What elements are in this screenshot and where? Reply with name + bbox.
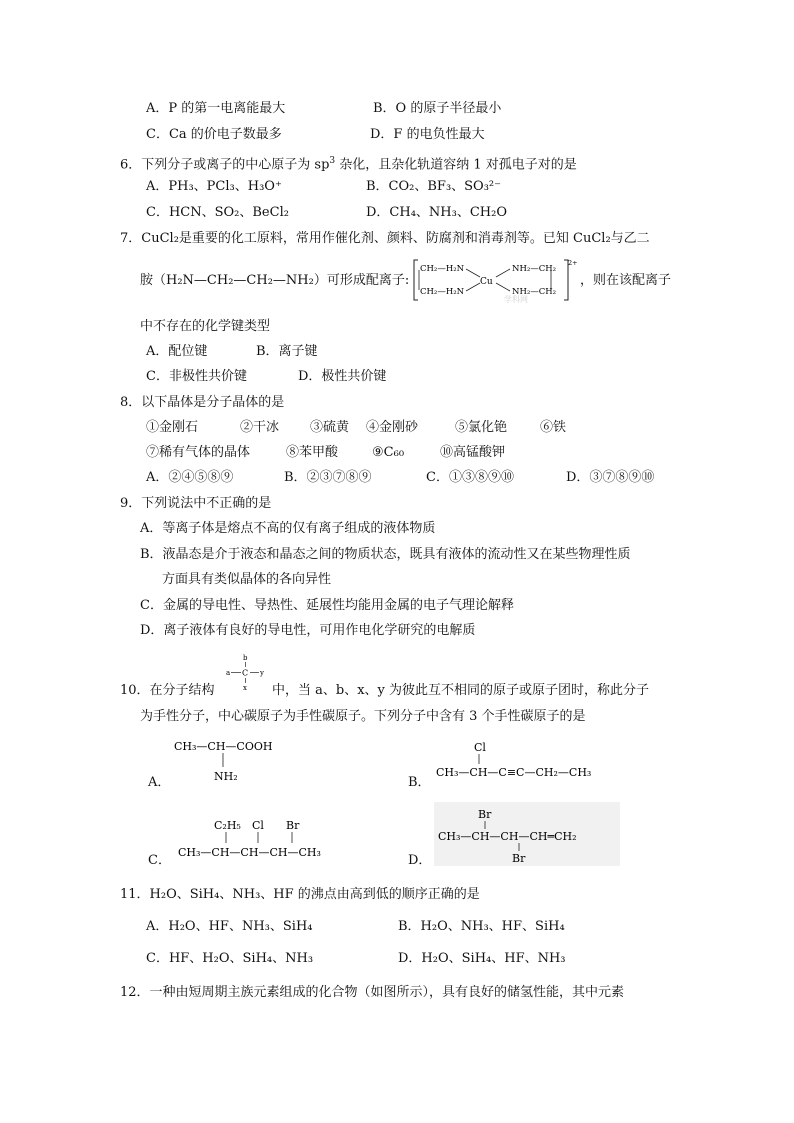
- q10-option-a-structure: [170, 736, 330, 786]
- q10-option-c-label: C．: [148, 853, 171, 868]
- q9-option-b-line1: B．液晶态是介于液态和晶态之间的物质状态，既具有液体的流动性又在某些物理性质: [140, 547, 631, 562]
- q10-option-d-structure: [434, 802, 620, 866]
- figA-main: CH₃—CH—COOH: [174, 740, 273, 753]
- q5-option-d: D．F 的电负性最大: [370, 127, 485, 142]
- q8-option-c: C．①③⑧⑨⑩: [426, 470, 514, 485]
- q8-option-a: A．②④⑤⑧⑨: [146, 470, 234, 485]
- q10-option-b-svg: [432, 738, 622, 784]
- q9-option-a: A．等离子体是熔点不高的仅有离子组成的液体物质: [140, 521, 436, 536]
- q9-stem: 9．下列说法中不正确的是: [120, 496, 272, 511]
- q8-item-4: ④金刚砂: [366, 420, 419, 435]
- q11-option-a: A．H₂O、HF、NH₃、SiH₄: [146, 919, 313, 934]
- struct-b: b: [243, 654, 248, 662]
- q10-chiral-structure: [222, 650, 272, 696]
- q10-option-a-label: A．: [148, 775, 171, 790]
- q8-item-1: ①金刚石: [146, 420, 199, 435]
- q10-stem-line2: 为手性分子，中心碳原子为手性碳原子。下列分子中含有 3 个手性碳原子的是: [140, 709, 586, 724]
- struct-y: y: [260, 669, 264, 677]
- struct-x: x: [243, 684, 247, 692]
- q7-fig-top-left: CH₂—H₂N: [420, 264, 465, 274]
- q12-stem: 12．一种由短周期主族元素组成的化合物（如图所示），具有良好的储氢性能，其中元素: [120, 985, 625, 1000]
- q7-fig-watermark: 学科网: [504, 295, 528, 304]
- coord-bond-tl: [466, 269, 480, 277]
- figD-main: CH₃—CH—CH—CH═CH₂: [438, 830, 577, 843]
- coord-bond-bl: [466, 283, 480, 291]
- q11-option-c: C．HF、H₂O、SiH₄、NH₃: [146, 951, 314, 966]
- q10-chiral-structure-svg: [222, 650, 272, 696]
- figB-main: CH₃—CH—C≡C—CH₂—CH₃: [436, 766, 592, 779]
- q9-option-d: D．离子液体有良好的导电性，可用作电化学研究的电解质: [140, 623, 476, 638]
- q6-option-b: B．CO₂、BF₃、SO₃²⁻: [366, 179, 502, 194]
- q8-option-d: D．③⑦⑧⑨⑩: [566, 470, 655, 485]
- q10-option-b-label: B．: [408, 775, 431, 790]
- figC-top1: C₂H₅: [214, 819, 241, 832]
- q5-option-b: B．O 的原子半径最小: [373, 101, 502, 116]
- q7-option-d: D．极性共价键: [298, 369, 387, 384]
- q7-fig-charge: 2+: [568, 259, 578, 267]
- q9-option-b-line2: 方面具有类似晶体的各向异性: [162, 572, 332, 587]
- q6-option-d: D．CH₄、NH₃、CH₂O: [366, 205, 507, 220]
- q10-option-d-label: D．: [408, 853, 432, 868]
- q10-option-a-svg: [170, 736, 330, 786]
- figA-sub: NH₂: [214, 770, 238, 783]
- q6-option-c: C．HCN、SO₂、BeCl₂: [146, 205, 289, 220]
- q7-stem-line3: 中不存在的化学键类型: [140, 319, 271, 334]
- q7-option-b: B．离子键: [256, 344, 318, 359]
- q5-option-c: C．Ca 的价电子数最多: [146, 127, 282, 142]
- q6-option-a: A．PH₃、PCl₃、H₃O⁺: [146, 179, 282, 194]
- struct-c: C: [242, 668, 249, 678]
- q7-fig-top-right: NH₂—CH₂: [512, 264, 557, 274]
- figD-top: Br: [478, 808, 492, 821]
- q7-fig-bottom-left: CH₂—H₂N: [420, 287, 465, 297]
- q8-item-2: ②干冰: [240, 420, 280, 435]
- q6-stem-part-a: 6．下列分子或离子的中心原子为 sp: [120, 157, 330, 173]
- left-bracket: [414, 260, 418, 300]
- q8-stem: 8．以下晶体是分子晶体的是: [120, 395, 285, 410]
- q7-fig-bottom-right: NH₂—CH₂: [512, 287, 557, 297]
- q7-stem-line2b: ，则在该配离子: [580, 273, 672, 288]
- figC-top3: Br: [286, 819, 300, 832]
- q10-option-c-svg: [174, 816, 354, 864]
- q10-option-c-structure: [174, 816, 354, 864]
- q8-item-3: ③硫黄: [310, 420, 350, 435]
- q8-option-b: B．②③⑦⑧⑨: [284, 470, 372, 485]
- q8-item-7: ⑦稀有气体的晶体: [146, 445, 251, 460]
- figC-main: CH₃—CH—CH—CH—CH₃: [178, 846, 321, 859]
- q6-stem-sup: 3: [329, 156, 336, 166]
- q8-item-8: ⑧苯甲酸: [286, 445, 339, 460]
- q7-complex-ion-svg: [412, 258, 578, 304]
- q7-option-a: A．配位键: [146, 344, 208, 359]
- q7-complex-ion-figure: [412, 258, 578, 304]
- q8-item-5: ⑤氯化铯: [455, 420, 508, 435]
- q7-stem-line1: 7．CuCl₂是重要的化工原料，常用作催化剂、颜料、防腐剂和消毒剂等。已知 CuCl₂与乙二: [120, 231, 650, 246]
- q10-stem-b: 中，当 a、b、x、y 为彼此互不相同的原子或原子团时，称此分子: [272, 683, 650, 698]
- q11-option-b: B．H₂O、NH₃、HF、SiH₄: [398, 919, 565, 934]
- q8-item-9: ⑨C₆₀: [372, 445, 405, 460]
- q7-stem-line2a: 胺（H₂N—CH₂—CH₂—NH₂）可形成配离子:: [140, 273, 410, 288]
- coord-bond-tr: [496, 269, 510, 277]
- q9-option-c: C．金属的导电性、导热性、延展性均能用金属的电子气理论解释: [140, 598, 514, 613]
- q10-stem-a: 10．在分子结构: [120, 683, 215, 698]
- q7-option-c: C．非极性共价键: [146, 369, 247, 384]
- q6-stem-part-b: 杂化，且杂化轨道容纳 1 对孤电子对的是: [335, 157, 577, 173]
- figD-bot: Br: [512, 852, 526, 865]
- q5-option-a: A．P 的第一电离能最大: [146, 101, 286, 116]
- q6-stem: [120, 152, 577, 174]
- q8-item-6: ⑥铁: [540, 420, 567, 435]
- coord-bond-br: [496, 283, 510, 291]
- q11-option-d: D．H₂O、SiH₄、HF、NH₃: [398, 951, 566, 966]
- q10-option-d-svg: [434, 802, 620, 866]
- q10-option-b-structure: [432, 738, 622, 784]
- figC-top2: Cl: [252, 819, 264, 832]
- q11-stem: 11．H₂O、SiH₄、NH₃、HF 的沸点由高到低的顺序正确的是: [120, 887, 480, 902]
- figB-top: Cl: [474, 741, 486, 754]
- q8-item-10: ⑩高锰酸钾: [440, 445, 506, 460]
- q7-fig-cu: Cu: [480, 277, 493, 287]
- struct-a: a: [226, 669, 231, 677]
